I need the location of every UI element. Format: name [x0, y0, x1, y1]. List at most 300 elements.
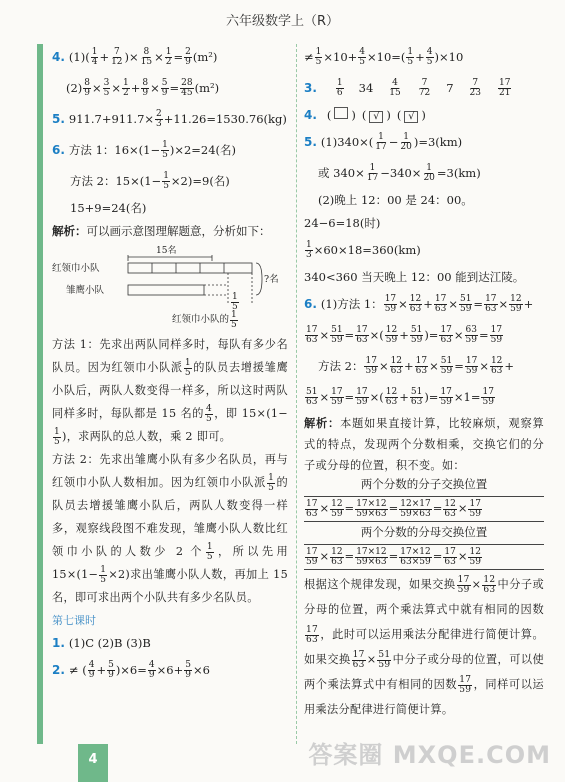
answer-paren: ( ) — [326, 107, 356, 122]
denominator: 5 — [232, 302, 238, 312]
fraction — [91, 48, 99, 67]
method2-explanation — [52, 448, 288, 609]
text: 方法 2： — [318, 358, 364, 373]
fraction — [443, 500, 456, 519]
denominator: 63 — [306, 397, 318, 407]
fraction — [305, 388, 318, 407]
text: × — [448, 296, 458, 311]
denominator: 5 — [100, 574, 107, 585]
numerator: 7 — [421, 78, 428, 88]
denominator: 63 — [410, 397, 423, 407]
text: × — [498, 296, 509, 311]
r-conclusion — [304, 572, 544, 722]
denominator: 63 — [434, 304, 447, 314]
numerator: 17×12 — [356, 498, 387, 509]
numerator: 1 — [378, 132, 384, 142]
l2-number: 2. — [52, 663, 65, 678]
denominator: 6 — [336, 88, 343, 98]
fraction — [267, 474, 275, 493]
denominator: 63 — [306, 335, 318, 345]
denominator: 59×63 — [400, 508, 431, 519]
text: ×1= — [453, 389, 481, 404]
text: (2) — [66, 80, 83, 95]
denominator: 12 — [111, 57, 123, 67]
denominator: 59 — [384, 304, 397, 314]
numerator: 5 — [108, 660, 114, 670]
text: 34 — [358, 80, 374, 95]
r-q6-m2-line1 — [304, 351, 544, 382]
denominator: 63 — [483, 584, 496, 595]
q6-method2 — [52, 166, 288, 197]
numerator: 17 — [384, 294, 397, 304]
denominator: 63 — [444, 556, 456, 567]
numerator: 17 — [444, 546, 456, 557]
fraction — [482, 576, 496, 595]
r-q3 — [304, 73, 544, 104]
text: 中分子或分母的位置，两个乘法算式中就有相同的因数 — [304, 578, 545, 616]
answer-mark — [334, 107, 348, 119]
denominator: 72 — [418, 88, 431, 98]
denominator: 63 — [485, 304, 497, 314]
text: 本题如果直接计算，比较麻烦，观察算式的特点，发现两个分数相乘，交换它们的分子或分母的位置，积不变。如： — [304, 417, 545, 472]
text: × — [457, 501, 468, 516]
text: )× — [124, 49, 139, 64]
denominator: 59 — [331, 397, 343, 407]
text: ×( — [369, 327, 384, 342]
fraction — [399, 500, 431, 519]
fraction — [484, 295, 497, 314]
text: (2)晚上 12：00 是 24：00。 — [318, 192, 473, 207]
denominator: 59 — [457, 584, 470, 595]
fraction — [305, 500, 318, 519]
denominator: 20 — [400, 142, 412, 152]
text: 两个分数的分子交换位置 — [360, 477, 488, 492]
text: = — [388, 549, 399, 564]
denominator: 2 — [165, 57, 172, 67]
column-divider — [296, 44, 297, 744]
denominator: 59 — [469, 556, 481, 567]
denominator: 63 — [390, 366, 403, 376]
text: + — [96, 662, 107, 677]
page-number: 4 — [78, 744, 108, 782]
numerator: 51 — [410, 325, 423, 335]
check-mark: √ — [404, 111, 418, 123]
numerator: 1 — [91, 47, 98, 57]
fraction — [390, 357, 403, 376]
fraction — [161, 79, 169, 98]
numerator: 17 — [469, 498, 481, 509]
text: 24−6=18(时) — [304, 215, 381, 230]
denominator: 59 — [469, 508, 481, 519]
numerator: 4 — [392, 78, 398, 88]
numerator: 12 — [469, 546, 481, 557]
fraction — [468, 548, 481, 567]
fraction — [422, 164, 435, 183]
text: × — [479, 358, 489, 373]
denominator: 63 — [352, 659, 365, 670]
text: ×10=( — [367, 49, 406, 64]
text: × — [398, 296, 408, 311]
numerator: 17 — [465, 356, 478, 366]
denominator: 59×63 — [356, 556, 387, 567]
denominator: 59 — [410, 335, 423, 345]
fraction — [458, 676, 472, 695]
r-q5-2d — [304, 266, 544, 289]
denominator: 63 — [385, 397, 398, 407]
check-mark: √ — [369, 111, 383, 123]
q6-number: 6. — [52, 143, 65, 158]
numerator: 1 — [336, 78, 343, 88]
box2-formula — [304, 544, 544, 570]
text: ，即 15×(1− — [213, 407, 288, 420]
denominator: 59 — [378, 659, 391, 670]
text: 中分子或分母的位置，可以使两个乘法算式中有相同的因数 — [304, 653, 545, 691]
r4-number: 4. — [304, 108, 317, 123]
numerator: 51 — [459, 294, 472, 304]
watermark: 答案圈 MXQE.COM — [308, 741, 551, 769]
text: 340<360 当天晚上 12：00 能到达江陵。 — [304, 269, 525, 284]
text: 方法 2：15×(1− — [70, 173, 162, 188]
box1-title — [304, 476, 544, 494]
diagram-red-team-label: 红领巾小队 — [52, 263, 100, 274]
text: + — [504, 358, 515, 373]
text: 的队员去增援雏鹰小队后，两队人数变得一样多，所以这时两队同样多时，每队都是 15 名的 — [52, 361, 288, 420]
text: ×10+ — [323, 49, 358, 64]
denominator: 5 — [231, 320, 237, 330]
numerator: 1 — [54, 426, 61, 437]
numerator: 4 — [426, 47, 433, 57]
denominator: 2 — [123, 88, 129, 98]
fraction — [206, 543, 214, 562]
fraction — [481, 388, 494, 407]
text: × — [319, 327, 330, 342]
q6-method1 — [52, 135, 288, 166]
text: = — [432, 501, 443, 516]
denominator: 5 — [162, 150, 168, 160]
text: × — [111, 80, 122, 95]
text: × — [429, 358, 439, 373]
fraction — [509, 295, 522, 314]
text: × — [457, 549, 468, 564]
numerator: 17 — [356, 387, 368, 397]
q4-part1 — [52, 42, 288, 73]
fraction — [388, 79, 401, 98]
fraction — [107, 661, 115, 680]
fraction — [148, 661, 156, 680]
text: )×2=24(名) — [169, 142, 237, 157]
denominator: 59 — [365, 366, 377, 376]
method1-explanation — [52, 333, 288, 448]
numerator: 12 — [390, 356, 403, 366]
denominator: 3 — [306, 250, 312, 260]
numerator: 1 — [306, 240, 312, 250]
q6-sum — [52, 197, 288, 220]
text: )=3(km) — [413, 134, 463, 149]
fraction — [440, 357, 453, 376]
numerator: 17 — [434, 294, 447, 304]
numerator: 17×12 — [400, 546, 431, 557]
denominator: 63 — [409, 304, 422, 314]
text: 方法 2：先求出雏鹰小队有多少名队员，再与红领巾小队人数相加。因为红领巾小队派 — [52, 453, 288, 489]
fraction — [439, 388, 452, 407]
fraction — [415, 357, 428, 376]
r-q6-m1-line1 — [304, 289, 544, 320]
numerator: 2 — [156, 109, 162, 119]
denominator: 9 — [185, 670, 191, 680]
r-q5-2a — [304, 189, 544, 212]
fraction — [162, 172, 170, 191]
denominator: 59 — [331, 335, 343, 345]
text: −340× — [380, 165, 422, 180]
denominator: 63 — [356, 335, 368, 345]
denominator: 17 — [366, 173, 379, 183]
numerator: 12 — [409, 294, 422, 304]
fraction — [355, 500, 387, 519]
denominator: 9 — [161, 88, 168, 98]
left-column — [52, 42, 288, 686]
numerator: 17 — [306, 325, 318, 335]
fraction — [180, 79, 193, 98]
denominator: 59 — [510, 304, 522, 314]
numerator: 5 — [185, 660, 191, 670]
numerator: 17 — [356, 325, 368, 335]
numerator: 51 — [306, 387, 318, 397]
line-segment-diagram — [52, 245, 288, 331]
text: = — [173, 49, 184, 64]
text: = — [169, 80, 180, 95]
denominator: 59 — [440, 366, 453, 376]
denominator: 5 — [426, 57, 433, 67]
numerator: 4 — [88, 660, 95, 670]
analysis-label: 解析： — [304, 416, 341, 430]
numerator: 51 — [410, 387, 423, 397]
numerator: 17 — [415, 356, 428, 366]
fraction — [99, 566, 107, 585]
answer-paren: ( √ ) — [361, 107, 391, 122]
numerator: 1 — [123, 78, 129, 88]
r6-number: 6. — [304, 297, 317, 312]
numerator: 28 — [181, 78, 193, 88]
denominator: 5 — [184, 367, 191, 378]
answer-paren: ( √ ) — [396, 107, 426, 122]
text: × — [92, 80, 102, 95]
fraction — [305, 326, 318, 345]
text: 15+9=24(名) — [70, 200, 147, 215]
numerator: 12 — [331, 546, 343, 557]
fraction — [399, 548, 431, 567]
denominator: 9 — [142, 88, 149, 98]
text: = — [432, 549, 443, 564]
numerator: 17 — [440, 387, 452, 397]
numerator: 1 — [315, 47, 322, 57]
numerator: 1 — [426, 163, 433, 173]
text: 的队员去增援雏鹰小队后，两队人数变得一样多，观察线段图不难发现，雏鹰小队人数比红领巾小队的人数少 2 个 — [52, 476, 288, 558]
numerator: 17 — [352, 649, 365, 660]
text: + — [423, 296, 433, 311]
denominator: 63 — [331, 556, 343, 567]
fraction — [358, 48, 366, 67]
fraction — [355, 388, 368, 407]
text: + — [99, 49, 110, 64]
q5-number: 5. — [52, 112, 65, 127]
text: 方法 1：16×(1− — [68, 142, 161, 157]
denominator: 63 — [306, 634, 319, 645]
numerator: 1 — [268, 472, 275, 483]
numerator: 1 — [184, 357, 191, 368]
denominator: 9 — [148, 670, 155, 680]
numerator: 17 — [306, 498, 318, 509]
text: × — [319, 501, 330, 516]
fraction — [184, 48, 192, 67]
fraction — [53, 428, 61, 447]
denominator: 5 — [359, 57, 366, 67]
numerator: 12 — [490, 356, 503, 366]
text: ×6 — [192, 662, 210, 677]
numerator: 17 — [498, 78, 511, 88]
text: 方法 1：先求出两队同样多时，每队有多少名队员。因为红领巾小队派 — [52, 338, 288, 374]
r5-number: 5. — [304, 135, 317, 150]
denominator: 59 — [490, 335, 503, 345]
fraction — [330, 500, 343, 519]
text: ×2)求出雏鹰小队人数，再加上 15 名，即可求出两个小队共有多少名队员。 — [52, 568, 288, 604]
text: = — [344, 327, 355, 342]
numerator: 51 — [440, 356, 453, 366]
text: + — [399, 327, 409, 342]
fraction — [364, 357, 377, 376]
denominator: 59 — [331, 508, 343, 519]
numerator: 17 — [365, 356, 377, 366]
numerator: 17 — [306, 546, 318, 557]
fraction — [490, 326, 503, 345]
denominator: 15 — [140, 57, 153, 67]
numerator: 4 — [148, 660, 155, 670]
text: + — [130, 80, 141, 95]
numerator: 17 — [459, 674, 472, 685]
denominator: 3 — [156, 119, 162, 129]
text: ≠ ( — [68, 662, 87, 677]
left-margin-bar — [37, 44, 43, 744]
numerator: 4 — [205, 403, 212, 414]
fraction — [465, 357, 478, 376]
fraction — [465, 326, 478, 345]
fraction — [399, 133, 412, 152]
text: )×10 — [434, 49, 464, 64]
text: × — [319, 549, 330, 564]
fraction — [374, 133, 387, 152]
page-header-title: 六年级数学上（R） — [226, 14, 340, 29]
text: ，所以先用 15×(1− — [52, 545, 288, 581]
diagram-question-label: ?名 — [264, 274, 279, 285]
fraction — [410, 388, 423, 407]
text: 或 340× — [318, 165, 365, 180]
text: × — [453, 327, 464, 342]
denominator: 17 — [375, 142, 387, 152]
denominator: 59 — [385, 335, 398, 345]
text: = — [454, 358, 464, 373]
numerator: 2 — [185, 47, 191, 57]
fraction — [140, 48, 153, 67]
numerator: 1 — [165, 47, 172, 57]
denominator: 15 — [389, 88, 401, 98]
fraction — [439, 326, 452, 345]
text: =3(km) — [436, 165, 481, 180]
numerator: 17×12 — [356, 546, 387, 557]
numerator: 63 — [465, 325, 477, 335]
lesson-title: 第七课时 — [52, 613, 96, 627]
denominator: 59 — [356, 397, 368, 407]
fraction — [498, 79, 511, 98]
text: × — [471, 578, 482, 591]
denominator: 9 — [108, 670, 114, 680]
fraction — [409, 295, 422, 314]
fraction — [443, 548, 456, 567]
q4-number: 4. — [52, 50, 65, 65]
text: (m²) — [192, 49, 218, 64]
fraction — [330, 388, 343, 407]
numerator: 17 — [440, 325, 452, 335]
red-team-bar — [128, 263, 252, 273]
text: = — [473, 296, 484, 311]
numerator: 1 — [407, 47, 414, 57]
analysis-label: 解析： — [52, 223, 87, 238]
r-q4 — [304, 104, 544, 127]
denominator: 5 — [206, 551, 213, 562]
eagle-team-bar — [128, 285, 204, 295]
text: + — [523, 296, 534, 311]
denominator: 59 — [459, 684, 472, 695]
fraction — [457, 576, 471, 595]
fraction — [305, 548, 318, 567]
text: +11.26=1530.76(kg) — [163, 111, 287, 126]
fraction — [230, 311, 238, 330]
text: × — [378, 358, 389, 373]
right-brace — [256, 263, 262, 295]
numerator: 1 — [163, 171, 169, 181]
fraction — [305, 626, 319, 645]
text: )，求两队的总人数，乘 2 即可。 — [62, 430, 232, 443]
r3-number: 3. — [304, 81, 317, 96]
fraction — [88, 661, 96, 680]
fraction — [205, 405, 213, 424]
text: = — [478, 327, 489, 342]
text: × — [319, 389, 330, 404]
fraction — [366, 164, 379, 183]
text: 红领巾小队的 — [172, 314, 230, 326]
denominator: 59 — [465, 366, 478, 376]
text: × — [366, 653, 377, 666]
denominator: 5 — [407, 57, 414, 67]
fraction — [384, 295, 397, 314]
r-q6-m1-line2 — [304, 320, 544, 351]
numerator: 12 — [385, 325, 398, 335]
numerator: 8 — [84, 78, 91, 88]
text: + — [415, 49, 425, 64]
denominator: 5 — [54, 436, 61, 447]
denominator: 9 — [84, 88, 91, 98]
text: 911.7+911.7× — [68, 111, 155, 126]
text: (1)340×( — [320, 134, 374, 149]
denominator: 5 — [103, 88, 110, 98]
fraction — [490, 357, 503, 376]
numerator: 4 — [359, 47, 366, 57]
numerator: 17 — [306, 624, 319, 635]
denominator: 4 — [91, 57, 98, 67]
fraction — [406, 48, 414, 67]
numerator: 7 — [472, 78, 479, 88]
q6-analysis — [52, 220, 288, 243]
denominator: 23 — [469, 88, 481, 98]
denominator: 9 — [185, 57, 191, 67]
